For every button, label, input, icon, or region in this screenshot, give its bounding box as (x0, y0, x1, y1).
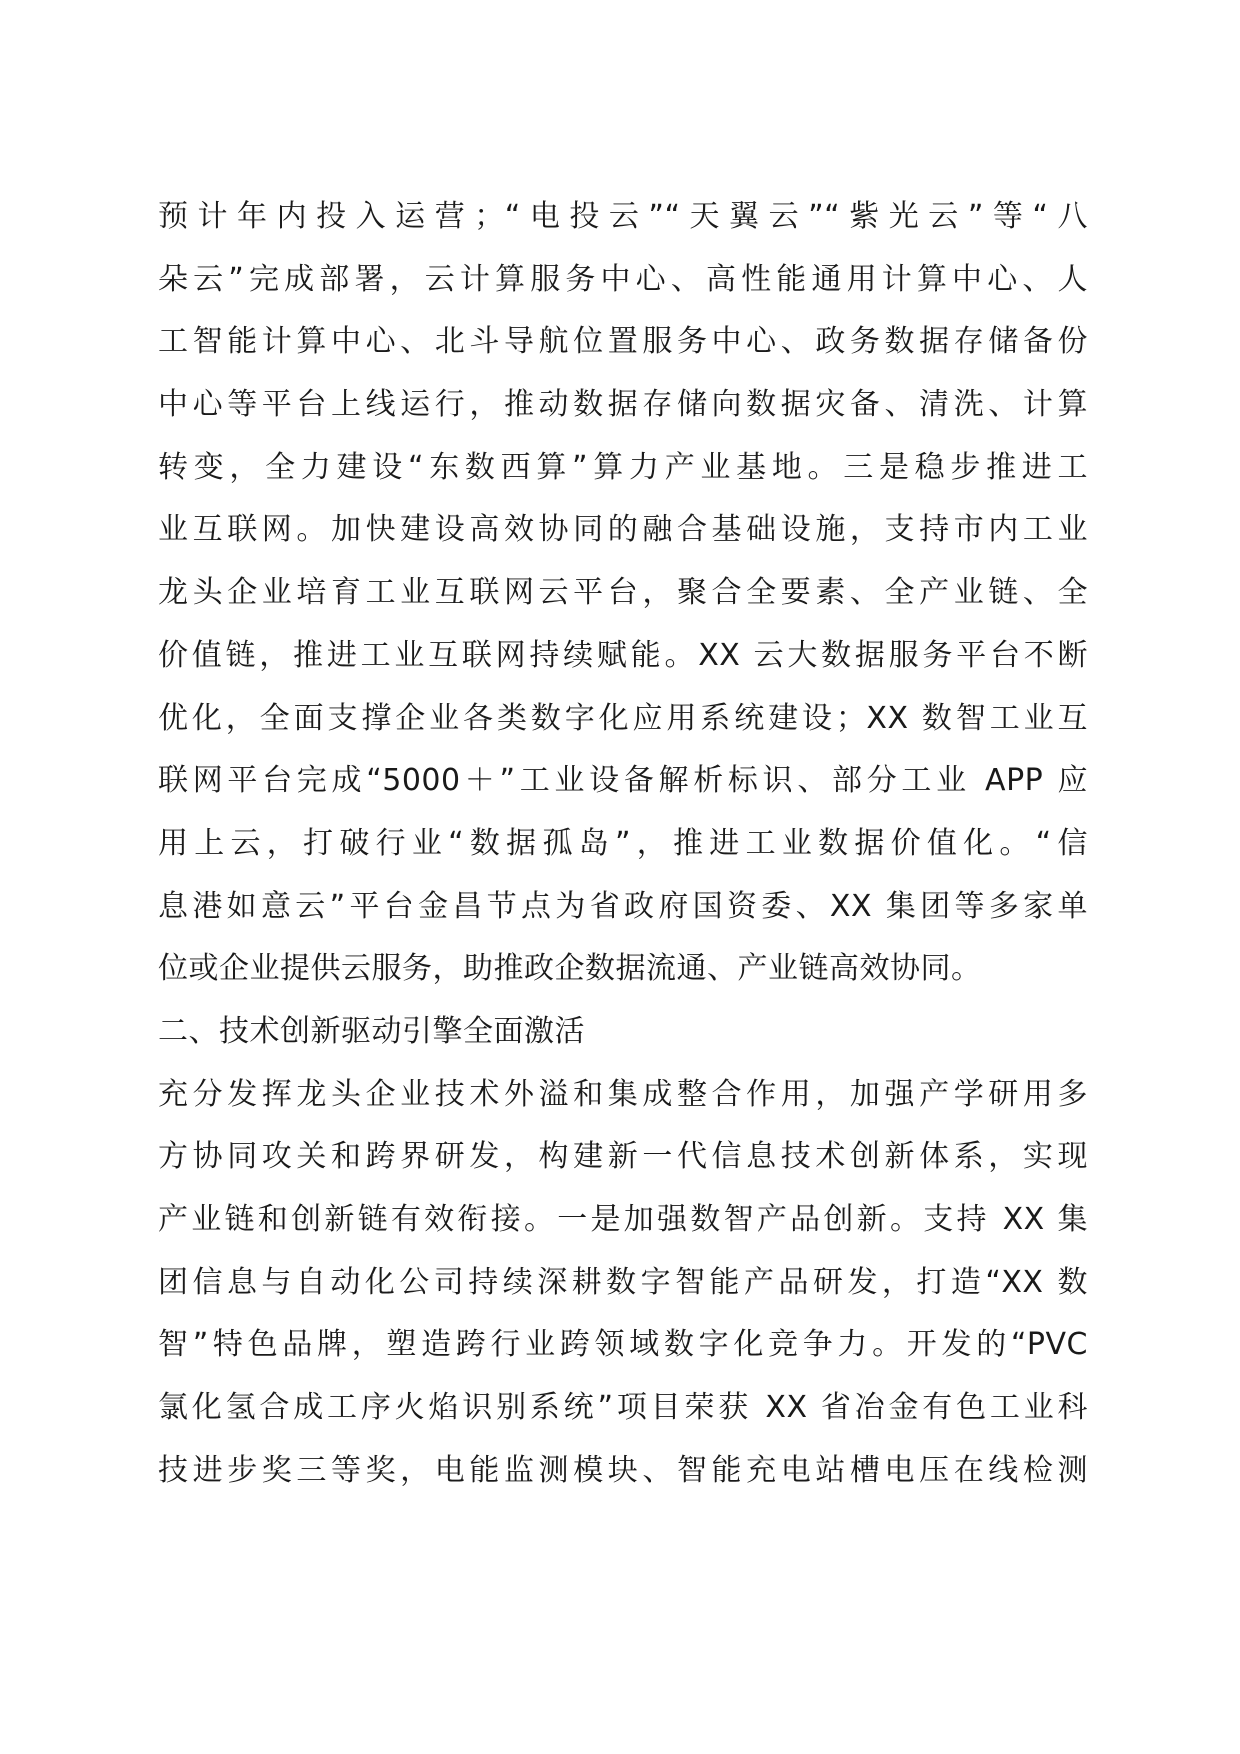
text-line: 价值链，推进工业互联网持续赋能。XX 云大数据服务平台不断 (158, 637, 1088, 673)
text-line: 智”特色品牌，塑造跨行业跨领域数字化竞争力。开发的“PVC (158, 1327, 1088, 1363)
text-line: 联网平台完成“5000＋”工业设备解析标识、部分工业 APP 应 (158, 763, 1088, 799)
text-line: 息港如意云”平台金昌节点为省政府国资委、XX 集团等多家单 (158, 888, 1088, 924)
text-line: 位或企业提供云服务，助推政企数据流通、产业链高效协同。 (158, 951, 982, 987)
text-line: 技进步奖三等奖，电能监测模块、智能充电站槽电压在线检测 (158, 1452, 1088, 1488)
text-line: 优化，全面支撑企业各类数字化应用系统建设；XX 数智工业互 (158, 700, 1088, 736)
body-text (158, 186, 1088, 1502)
section-heading: 二、技术创新驱动引擎全面激活 (158, 1013, 585, 1049)
text-line: 业互联网。加快建设高效协同的融合基础设施，支持市内工业 (158, 512, 1088, 548)
text-line: 方协同攻关和跨界研发，构建新一代信息技术创新体系，实现 (158, 1139, 1088, 1175)
text-line: 工智能计算中心、北斗导航位置服务中心、政务数据存储备份 (158, 324, 1088, 360)
text-line: 团信息与自动化公司持续深耕数字智能产品研发，打造“XX 数 (158, 1264, 1088, 1300)
text-line: 产业链和创新链有效衔接。一是加强数智产品创新。支持 XX 集 (158, 1202, 1088, 1237)
text-line: 朵云”完成部署，云计算服务中心、高性能通用计算中心、人 (158, 261, 1088, 297)
text-line: 龙头企业培育工业互联网云平台，聚合全要素、全产业链、全 (158, 575, 1088, 611)
text-line: 充分发挥龙头企业技术外溢和集成整合作用，加强产学研用多 (158, 1076, 1088, 1112)
text-line: 转变，全力建设“东数西算”算力产业基地。三是稳步推进工 (158, 449, 1088, 485)
text-line: 中心等平台上线运行，推动数据存储向数据灾备、清洗、计算 (158, 387, 1088, 423)
text-line: 用上云，打破行业“数据孤岛”，推进工业数据价值化。“信 (158, 825, 1088, 861)
text-line: 预计年内投入运营；“电投云”“天翼云”“紫光云”等“八 (158, 199, 1088, 234)
text-line: 氯化氢合成工序火焰识别系统”项目荣获 XX 省冶金有色工业科 (158, 1390, 1088, 1426)
